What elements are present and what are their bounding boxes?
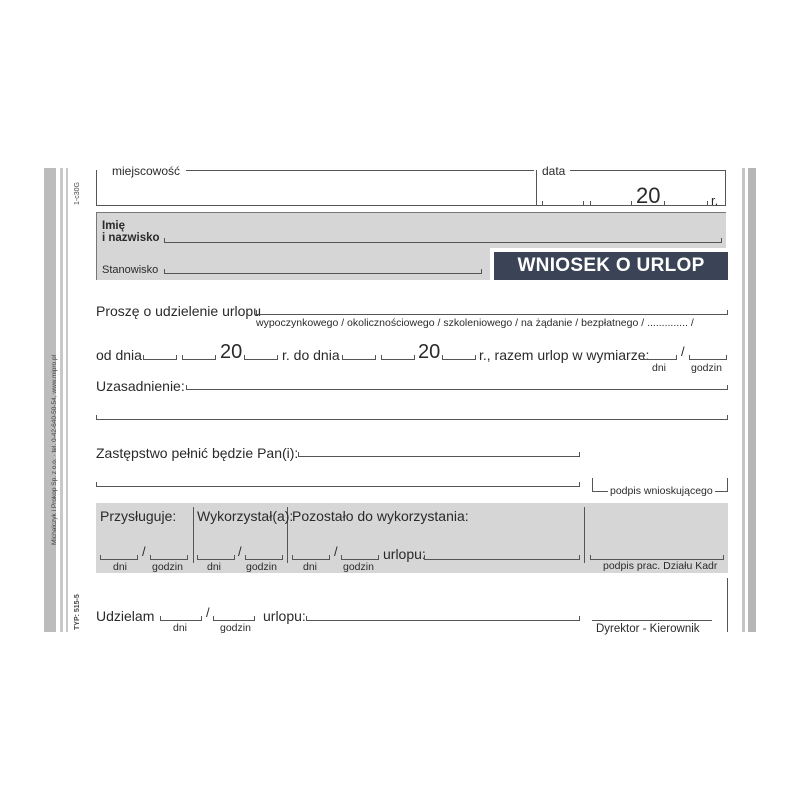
from-day-field[interactable]: [143, 355, 177, 360]
entitled-days-field[interactable]: [100, 555, 138, 560]
to-year-prefix: 20: [418, 341, 441, 363]
grant-hours-label: godzin: [220, 622, 251, 634]
left-stripe-inner: [60, 168, 63, 632]
leave-types: wypoczynkowego / okolicznościowego / szkoleniowego / na żądanie / bezpłatnego / .............. /: [256, 317, 694, 329]
form-code: 1-c30G: [74, 182, 81, 205]
director-signature-field[interactable]: [592, 620, 712, 621]
substitute-field-1[interactable]: [298, 452, 580, 457]
total-label: r., razem urlop w wymiarze:: [479, 347, 650, 363]
remaining-slash: /: [334, 544, 338, 559]
grant-hours-field[interactable]: [213, 616, 255, 621]
to-day-field[interactable]: [342, 355, 376, 360]
right-stripe-1: [742, 168, 745, 632]
form-type: TYP: 515-5: [74, 594, 81, 630]
total-days-label: dni: [652, 362, 667, 374]
to-month-field[interactable]: [381, 355, 415, 360]
request-label: Proszę o udzielenie urlopu: [96, 303, 261, 319]
hr-signature-label: podpis prac. Działu Kadr: [603, 560, 718, 572]
date-year-prefix: 20: [636, 183, 661, 208]
used-label: Wykorzystał(a):: [197, 508, 294, 524]
remaining-hours-field[interactable]: [341, 555, 379, 560]
used-days-label: dni: [207, 561, 222, 573]
header-top-line: [186, 170, 534, 171]
justification-field-2[interactable]: [96, 415, 728, 420]
remaining-leave-field[interactable]: [424, 555, 580, 560]
used-hours-field[interactable]: [245, 555, 283, 560]
director-box-line: [727, 578, 728, 632]
right-stripe-2: [748, 168, 756, 632]
from-year-prefix: 20: [220, 341, 243, 363]
remaining-label: Pozostało do wykorzystania:: [292, 508, 469, 524]
from-month-field[interactable]: [182, 355, 216, 360]
from-year-field[interactable]: [244, 355, 278, 360]
total-hours-field[interactable]: [689, 355, 727, 360]
position-field[interactable]: [164, 269, 482, 274]
remaining-days-field[interactable]: [292, 555, 330, 560]
director-label: Dyrektor - Kierownik: [596, 623, 700, 635]
grant-label: Udzielam: [96, 608, 155, 624]
form-title: WNIOSEK O URLOP: [494, 252, 728, 280]
used-hours-label: godzin: [246, 561, 277, 573]
balance-divider-3: [584, 507, 585, 563]
justification-field-1[interactable]: [186, 385, 728, 390]
date-separator: [536, 170, 537, 206]
request-field[interactable]: [256, 310, 728, 315]
to-year-field[interactable]: [442, 355, 476, 360]
total-slash: /: [681, 344, 685, 359]
date-day-field[interactable]: [542, 201, 584, 206]
applicant-signature-label: podpis wnioskującego: [610, 485, 713, 497]
grant-leave-field[interactable]: [306, 616, 580, 621]
entitled-hours-label: godzin: [152, 561, 183, 573]
date-label: data: [542, 164, 566, 178]
entitled-days-label: dni: [113, 561, 128, 573]
entitled-slash: /: [142, 544, 146, 559]
remaining-days-label: dni: [303, 561, 318, 573]
company-info: Michalczyk i Prokop Sp. z o.o. · tel. 0-42-640-50-54, www.mipro.pl: [51, 354, 58, 545]
total-days-field[interactable]: [643, 355, 677, 360]
substitute-label: Zastępstwo pełnić będzie Pan(i):: [96, 445, 299, 461]
position-label: Stanowisko: [102, 264, 159, 276]
grant-days-field[interactable]: [160, 616, 202, 621]
date-year-suffix: r.: [711, 193, 719, 208]
substitute-field-2[interactable]: [96, 482, 580, 487]
to-label: r. do dnia: [282, 347, 340, 363]
used-slash: /: [238, 544, 242, 559]
grant-slash: /: [206, 605, 210, 620]
remaining-hours-label: godzin: [343, 561, 374, 573]
entitled-label: Przysługuje:: [100, 508, 177, 524]
grant-leave-label: urlopu:: [263, 608, 306, 624]
from-label: od dnia: [96, 347, 142, 363]
name-label-2: i nazwisko: [102, 232, 160, 244]
justification-label: Uzasadnienie:: [96, 378, 185, 394]
place-label: miejscowość: [112, 164, 181, 178]
used-days-field[interactable]: [197, 555, 235, 560]
grant-days-label: dni: [173, 622, 188, 634]
left-stripe-inner-2: [66, 168, 68, 632]
balance-divider-1: [193, 507, 194, 563]
name-field[interactable]: [164, 238, 722, 243]
remaining-leave-label: urlopu:: [383, 546, 426, 562]
total-hours-label: godzin: [691, 362, 722, 374]
header-top-line-right: [570, 170, 726, 171]
date-year-field[interactable]: [664, 201, 708, 206]
entitled-hours-field[interactable]: [150, 555, 188, 560]
date-month-field[interactable]: [590, 201, 632, 206]
name-label-1: Imię: [102, 220, 126, 232]
